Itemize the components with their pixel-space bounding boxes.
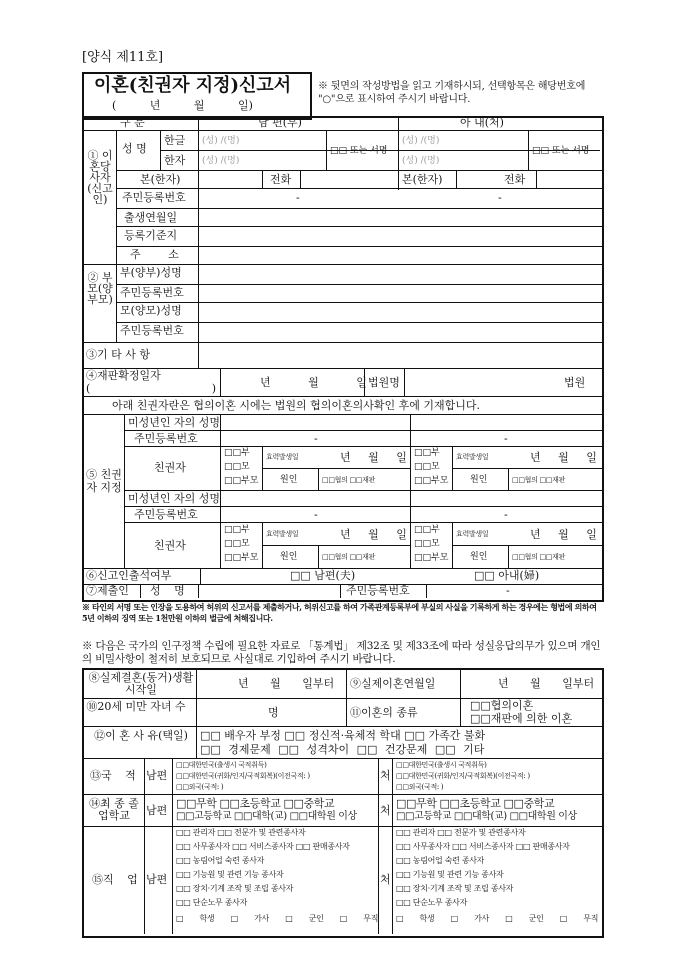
nat-w-o3[interactable]: □□외국(국적: ) — [396, 783, 444, 791]
section9-value: 년 월 일부터 — [498, 677, 595, 690]
nat-wife-label: 처 — [380, 769, 391, 782]
address-label: 주 소 — [130, 248, 179, 261]
c2-w-cause: 원인 — [470, 552, 488, 562]
husband-phone-label: 전화 — [270, 173, 292, 186]
nat-w-o1[interactable]: □□대한민국(출생시 국적취득) — [396, 761, 487, 769]
nat-husband-label: 남편 — [146, 769, 168, 782]
minor1-rrn-label: 주민등록번호 — [134, 432, 198, 445]
c2-h-father[interactable]: □□부 — [224, 525, 250, 535]
c1-w-cause-opts[interactable]: □□협의 □□재판 — [512, 476, 566, 484]
hanja-label: 한자 — [164, 154, 186, 167]
job-w-2[interactable]: □□ 농림어업 숙련 종사자 — [396, 856, 485, 865]
section2-label: ② 부모(양부모) — [87, 271, 113, 306]
reason-line2[interactable]: □□ 경제문제 □□ 성격차이 □□ 건강문제 □□ 기타 — [200, 743, 485, 756]
c2-w-eff: 효력발생일 — [456, 530, 489, 538]
header-gubun: 구 분 — [120, 116, 145, 129]
wife-phone-label: 전화 — [504, 173, 526, 186]
section4-paren: ( ) — [86, 382, 217, 395]
job-h-0[interactable]: □□ 관리자 □□ 전문가 및 관련종사자 — [176, 828, 306, 837]
custodian1-label: 친권자 — [154, 461, 186, 474]
legal-warning: ※ 타인의 서명 또는 인장을 도용하여 허위의 신고서를 제출하거나, 허위신고를 하여 가족관계등록부에 부실의 사실을 기록하게 하는 경우에는 형법에 의하여 5년 이하의 징역 또는 1천만원 이하의 벌금에 처해집니다. — [82, 602, 597, 623]
attend-wife[interactable]: □□ 아내(婦) — [474, 569, 540, 582]
c2-h-eff: 효력발생일 — [266, 530, 299, 538]
c1-w-eff: 효력발생일 — [456, 453, 489, 461]
custodian2-label: 친권자 — [154, 539, 186, 552]
section8-label: ⑧실제결혼(동거)생활 시작일 — [88, 671, 194, 696]
name-label: 성 명 — [122, 142, 147, 155]
birthdate-label: 출생연월일 — [124, 211, 178, 224]
job-w-0[interactable]: □□ 관리자 □□ 전문가 및 관련종사자 — [396, 828, 526, 837]
edu-w-l2[interactable]: □□고등학교 □□대학(교) □□대학원 이상 — [396, 811, 577, 822]
job-husband-label: 남편 — [146, 873, 168, 886]
c2-h-mother[interactable]: □□모 — [224, 539, 250, 549]
c2-h-date: 년 월 일 — [340, 528, 407, 541]
registry-label: 등록기준지 — [124, 229, 178, 242]
job-w-5[interactable]: □□ 단순노무 종사자 — [396, 898, 467, 907]
section1-label: ① 이혼당사자(신고인) — [87, 149, 113, 206]
section13-label: ⑬국 적 — [90, 769, 136, 782]
header-wife: 아 내(처) — [460, 116, 504, 129]
mother-name-label: 모(양모)성명 — [120, 304, 182, 317]
statistics-note: ※ 다음은 국가의 인구정책 수립에 필요한 자료로 「통계법」 제32조 및 제33조에 따라 성실응답의무가 있으며 개인의 비밀사항이 철저히 보호되므로 사실대로 기입하여 주시기 바랍니다. — [82, 640, 601, 665]
judgment-date: 년 월 일 — [260, 376, 367, 389]
header-note: ※ 뒷면의 작성방법을 읽고 기재하시되, 선택항목은 해당번호에 "○"으로 표시하여 주시기 바랍니다. — [318, 81, 586, 105]
c1-w-both[interactable]: □□부모 — [414, 476, 449, 486]
rrn-label: 주민등록번호 — [122, 191, 186, 204]
c2-h-both[interactable]: □□부모 — [224, 553, 259, 563]
section5-label: ⑤ 친권자 지정 — [86, 468, 122, 494]
c1-w-mother[interactable]: □□모 — [414, 462, 440, 472]
nat-w-o2[interactable]: □□대한민국(귀화/인지/국적회복)(이전국적: ) — [396, 772, 530, 780]
job-h-2[interactable]: □□ 농림어업 숙련 종사자 — [176, 856, 265, 865]
section10-label: ⑩20세 미만 자녀 수 — [86, 700, 186, 713]
edu-h-l2[interactable]: □□고등학교 □□대학(교) □□대학원 이상 — [176, 811, 357, 822]
reason-line1[interactable]: □□ 배우자 부정 □□ 정신적·육체적 학대 □□ 가족간 불화 — [200, 729, 486, 742]
hangul-label: 한글 — [164, 134, 186, 147]
job-w-6[interactable]: □ 학생 □ 가사 □ 군인 □ 무직 — [396, 914, 599, 923]
c2-w-both[interactable]: □□부모 — [414, 553, 449, 563]
mother-rrn-label: 주민등록번호 — [120, 324, 184, 337]
c2-w-cause-opts[interactable]: □□협의 □□재판 — [512, 553, 566, 561]
husband-sign[interactable]: □□ 또는 서명 — [330, 146, 388, 156]
nat-h-o2[interactable]: □□대한민국(귀화/인지/국적회복)(이전국적: ) — [176, 772, 310, 780]
job-h-6[interactable]: □ 학생 □ 가사 □ 군인 □ 무직 — [176, 914, 379, 923]
wife-sign[interactable]: □□ 또는 서명 — [532, 146, 590, 156]
section12-label: ⑫이 혼 사 유(택일) — [94, 729, 188, 742]
minor2-name-label: 미성년인 자의 성명 — [128, 492, 221, 505]
edu-husband-label: 남편 — [146, 804, 168, 817]
job-wife-label: 처 — [380, 873, 391, 886]
custody-notice: 아래 친권자란은 협의이혼 시에는 법원의 협의이혼의사확인 후에 기재합니다. — [112, 399, 481, 412]
c2-w-date: 년 월 일 — [530, 528, 597, 541]
c1-h-both[interactable]: □□부모 — [224, 476, 259, 486]
section8-value: 년 월 일부터 — [238, 677, 335, 690]
minor2-rrn-label: 주민등록번호 — [134, 508, 198, 521]
c2-w-father[interactable]: □□부 — [414, 525, 440, 535]
nat-h-o1[interactable]: □□대한민국(출생시 국적취득) — [176, 761, 267, 769]
title-date: ( 년 월 일) — [112, 99, 253, 112]
c1-w-cause: 원인 — [470, 475, 488, 485]
father-name-label: 부(양부)성명 — [120, 266, 182, 279]
edu-h-l1[interactable]: □□무학 □□초등학교 □□중학교 — [176, 797, 335, 810]
job-h-3[interactable]: □□ 기능원 및 관련 기능 종사자 — [176, 870, 284, 879]
c1-w-father[interactable]: □□부 — [414, 448, 440, 458]
section7-label: ⑦제출인 — [86, 584, 129, 597]
c1-h-cause: 원인 — [280, 475, 298, 485]
father-rrn-label: 주민등록번호 — [120, 286, 184, 299]
c1-h-cause-opts[interactable]: □□협의 □□재판 — [322, 476, 376, 484]
page-title: 이혼(친권자 지정)신고서 — [94, 75, 292, 96]
section3-label: ③기 타 사 항 — [86, 348, 150, 361]
attend-husband[interactable]: □□ 남편(夫) — [290, 569, 356, 582]
job-h-4[interactable]: □□ 장치·기계 조작 및 조립 종사자 — [176, 884, 294, 893]
submitter-name-label: 성 명 — [150, 584, 185, 597]
c1-h-date: 년 월 일 — [340, 451, 407, 464]
section9-label: ⑨실제이혼연월일 — [350, 677, 436, 690]
c2-h-cause-opts[interactable]: □□협의 □□재판 — [322, 553, 376, 561]
section10-value: 명 — [268, 706, 279, 719]
job-h-5[interactable]: □□ 단순노무 종사자 — [176, 898, 247, 907]
job-w-1[interactable]: □□ 사무종사자 □□ 서비스종사자 □□ 판매종사자 — [396, 842, 570, 851]
job-w-4[interactable]: □□ 장치·기계 조작 및 조립 종사자 — [396, 884, 514, 893]
c1-w-date: 년 월 일 — [530, 451, 597, 464]
edu-w-l1[interactable]: □□무학 □□초등학교 □□중학교 — [396, 797, 555, 810]
section4-label: ④재판확정일자 — [86, 369, 161, 382]
section11-label: ⑪이혼의 종류 — [350, 706, 418, 719]
nat-h-o3[interactable]: □□외국(국적: ) — [176, 783, 224, 791]
section15-label: ⑮직 업 — [92, 873, 138, 886]
c2-h-cause: 원인 — [280, 552, 298, 562]
husband-bon-label: 본(한자) — [140, 173, 181, 186]
job-w-3[interactable]: □□ 기능원 및 관련 기능 종사자 — [396, 870, 504, 879]
wife-bon-label: 본(한자) — [402, 173, 443, 186]
court-label: 법원명 — [368, 376, 400, 389]
submitter-rrn-label: 주민등록번호 — [346, 584, 410, 597]
edu-wife-label: 처 — [380, 804, 391, 817]
job-h-1[interactable]: □□ 사무종사자 □□ 서비스종사자 □□ 판매종사자 — [176, 842, 350, 851]
section14-label: ⑭최 종 졸업학교 — [89, 797, 139, 822]
form-number: [양식 제11호] — [82, 50, 164, 65]
court-suffix: 법원 — [564, 376, 586, 389]
divorce-type-court[interactable]: □□재판에 의한 이혼 — [470, 712, 573, 725]
section6-label: ⑥신고인출석여부 — [86, 569, 172, 582]
c2-w-mother[interactable]: □□모 — [414, 539, 440, 549]
c1-h-eff: 효력발생일 — [266, 453, 299, 461]
divorce-type-mutual[interactable]: □□협의이혼 — [470, 699, 534, 712]
c1-h-mother[interactable]: □□모 — [224, 462, 250, 472]
header-husband: 남 편(부) — [258, 116, 302, 129]
c1-h-father[interactable]: □□부 — [224, 448, 250, 458]
minor1-name-label: 미성년인 자의 성명 — [128, 416, 221, 429]
